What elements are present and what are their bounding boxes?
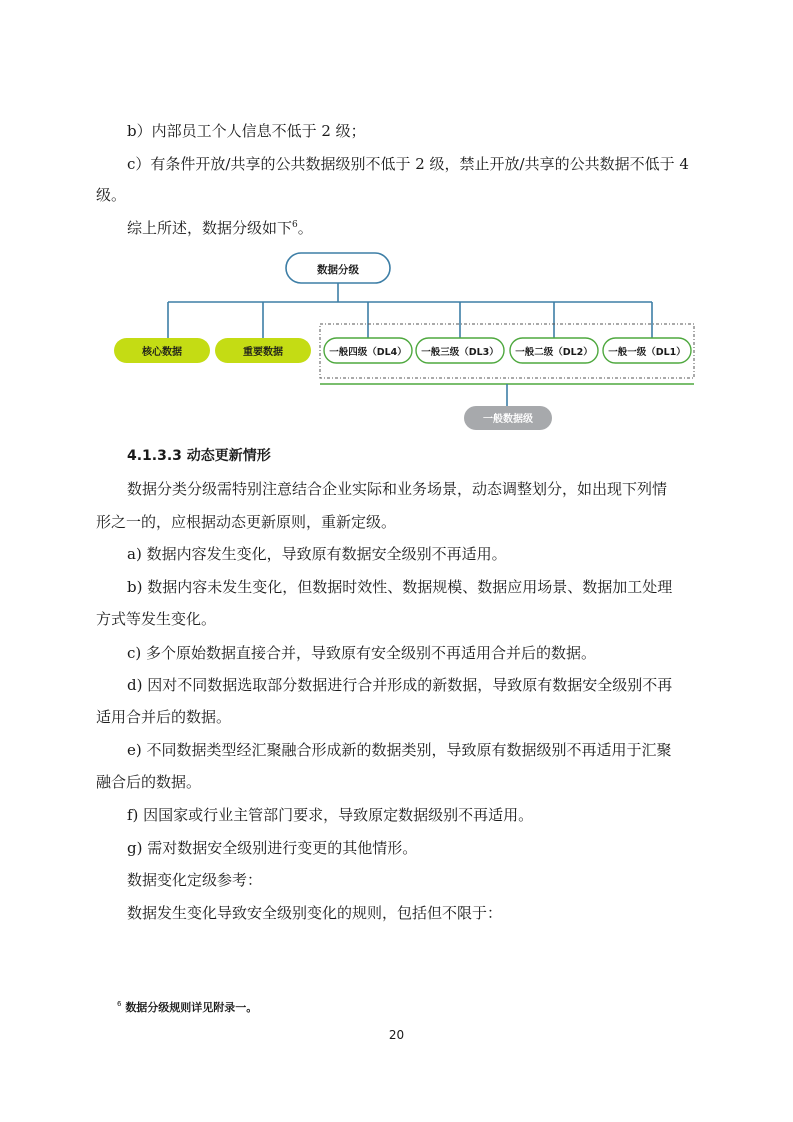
footnote-ref: 6 [292, 220, 298, 230]
item-e-line2: 融合后的数据。 [96, 773, 202, 791]
item-g: g) 需对数据安全级别进行变更的其他情形。 [127, 839, 418, 857]
important-data-label: 重要数据 [243, 347, 283, 358]
general-level-dl2-label: 一般二级（DL2） [515, 347, 593, 358]
paragraph-b: b）内部员工个人信息不低于 2 级； [127, 122, 366, 140]
summary-text: 综上所述，数据分级如下 [127, 219, 293, 237]
summary-end: 。 [297, 219, 313, 237]
paragraph-c-line1: c）有条件开放/共享的公共数据级别不低于 2 级，禁止开放/共享的公共数据不低于 4 [127, 155, 689, 173]
general-level-dl3-label: 一般三级（DL3） [421, 347, 499, 358]
item-d-line2: 适用合并后的数据。 [96, 708, 232, 726]
section-heading: 4.1.3.3 动态更新情形 [127, 448, 271, 464]
paragraph-summary [127, 218, 313, 238]
intro-line2: 形之一的，应根据动态更新原则，重新定级。 [96, 513, 397, 531]
rule-intro: 数据发生变化导致安全级别变化的规则，包括但不限于： [127, 904, 503, 922]
core-data-label: 核心数据 [142, 347, 182, 358]
classification-diagram [100, 240, 700, 440]
general-data-level-label: 一般数据级 [483, 414, 533, 425]
tree-connectors [168, 283, 652, 339]
root-label: 数据分级 [317, 264, 359, 276]
item-e-line1: e) 不同数据类型经汇聚融合形成新的数据类别，导致原有数据级别不再适用于汇聚 [127, 741, 672, 759]
footnote-mark: 6 [117, 1000, 122, 1008]
page-number: 20 [388, 1028, 405, 1042]
footnote [117, 1000, 257, 1016]
paragraph-c-line2: 级。 [96, 186, 127, 204]
reference-label: 数据变化定级参考： [127, 871, 263, 889]
intro-line1: 数据分类分级需特别注意结合企业实际和业务场景，动态调整划分，如出现下列情 [127, 480, 668, 498]
general-level-dl1-label: 一般一级（DL1） [608, 347, 686, 358]
item-b-line2: 方式等发生变化。 [96, 610, 217, 628]
item-a: a) 数据内容发生变化，导致原有数据安全级别不再适用。 [127, 545, 507, 563]
general-level-dl4-label: 一般四级（DL4） [329, 347, 407, 358]
item-b-line1: b) 数据内容未发生变化，但数据时效性、数据规模、数据应用场景、数据加工处理 [127, 578, 673, 596]
footnote-text: 数据分级规则详见附录一。 [125, 1001, 258, 1014]
item-c: c) 多个原始数据直接合并，导致原有安全级别不再适用合并后的数据。 [127, 644, 597, 662]
item-d-line1: d) 因对不同数据选取部分数据进行合并形成的新数据，导致原有数据安全级别不再 [127, 676, 673, 694]
item-f: f) 因国家或行业主管部门要求，导致原定数据级别不再适用。 [127, 806, 534, 824]
